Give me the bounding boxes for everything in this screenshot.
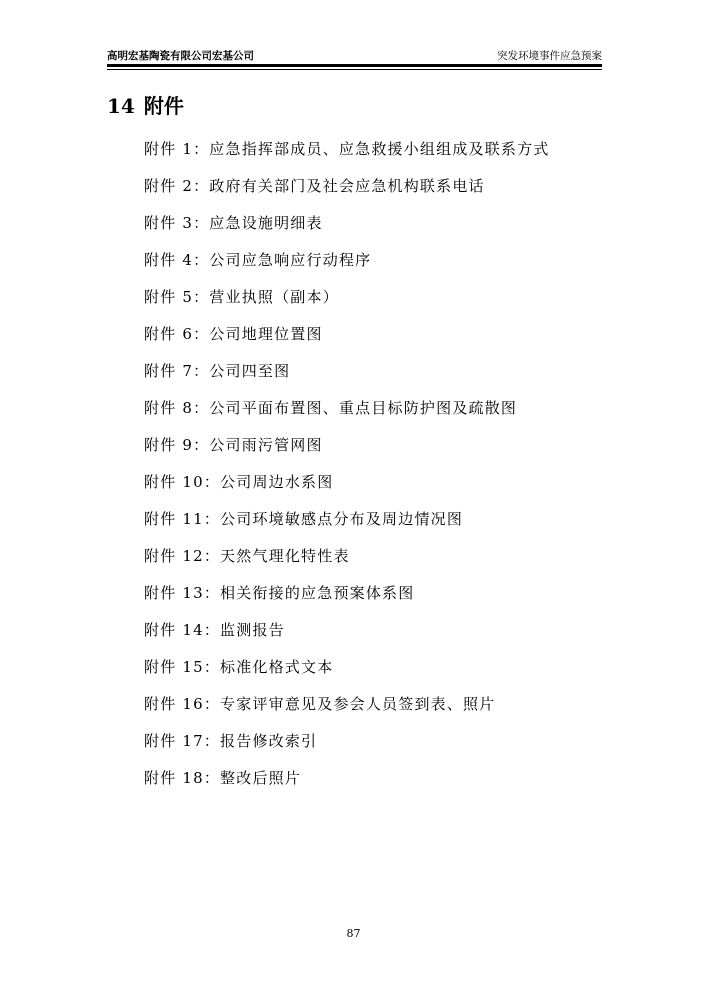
attachment-item: 附件 17：报告修改索引 [144,732,318,750]
attachment-item: 附件 4：公司应急响应行动程序 [144,251,372,269]
header-document-title: 突发环境事件应急预案 [497,50,602,62]
attachment-item: 附件 5：营业执照（副本） [144,288,339,306]
attachment-item: 附件 7：公司四至图 [144,362,291,380]
attachment-item: 附件 14：监测报告 [144,621,285,639]
attachment-item: 附件 1：应急指挥部成员、应急救援小组组成及联系方式 [144,140,550,158]
attachment-item: 附件 15：标准化格式文本 [144,658,334,676]
page-header [107,42,602,66]
attachment-list [144,138,550,804]
attachment-item: 附件 8：公司平面布置图、重点目标防护图及疏散图 [144,399,518,417]
attachment-item: 附件 13：相关衔接的应急预案体系图 [144,584,415,602]
header-rule-thick [107,64,602,67]
attachment-item: 附件 9：公司雨污管网图 [144,436,323,454]
attachment-item: 附件 2：政府有关部门及社会应急机构联系电话 [144,177,485,195]
section-title-text: 附件 [143,94,184,118]
attachment-item: 附件 3：应急设施明细表 [144,214,323,232]
attachment-item: 附件 6：公司地理位置图 [144,325,323,343]
header-company-name: 高明宏基陶瓷有限公司宏基公司 [107,50,254,62]
section-heading [107,90,184,119]
attachment-item: 附件 10：公司周边水系图 [144,473,334,491]
attachment-item: 附件 18：整改后照片 [144,769,302,787]
section-number: 14 [107,94,135,118]
attachment-item: 附件 16：专家评审意见及参会人员签到表、照片 [144,695,496,713]
attachment-item: 附件 11：公司环境敏感点分布及周边情况图 [144,510,464,528]
page-number: 87 [346,927,361,940]
header-rule-thin [107,69,602,70]
attachment-item: 附件 12：天然气理化特性表 [144,547,350,565]
